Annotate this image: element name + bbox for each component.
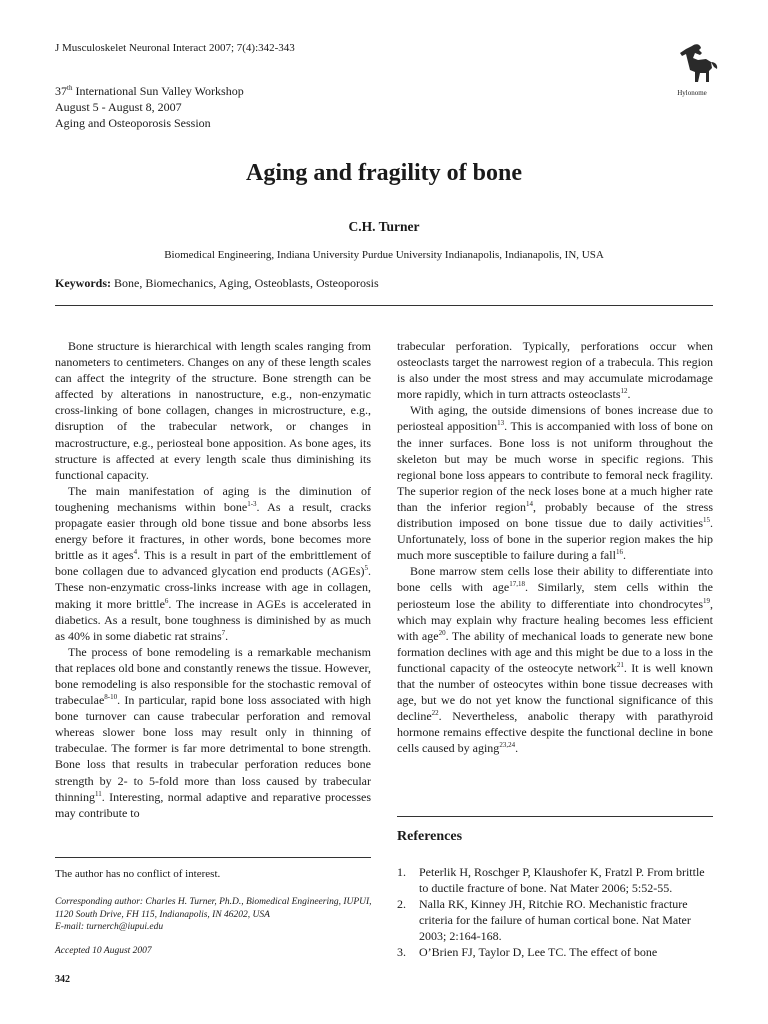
journal-citation: J Musculoskelet Neuronal Interact 2007; 7(4):342-343 — [55, 42, 295, 54]
references-heading: References — [397, 829, 463, 844]
paragraph: trabecular perforation. Typically, perforations occur when osteoclasts target the narrowest region of a trabecula. This region is also under the most stress and may accumulate microdamage more rapidly, which in turn attracts osteoclasts$^{12}$. — [397, 339, 713, 402]
citation-superscript: 17,18 — [509, 580, 525, 589]
logo-label: Hylonome — [677, 89, 707, 97]
paragraph: The process of bone remodeling is a remarkable mechanism that replaces old bone and constantly renews the tissue. However, bone remodeling is also responsible for the stochastic removal of trabeculae$^{8-10}$. In particular, rapid bone loss associated with high bone turnover can cause trabecular perforation and removal whereas slower bone loss may result only in thinning of trabeculae. The former is far more detrimental to bone strength. Bone loss that results in trabecular perforation reduces bone strength by 2- to 5-fold more than loss caused by trabecular thinning$^{11}$. Interesting, normal adaptive and reparative processes may contribute to — [55, 644, 371, 820]
citation-superscript: 22 — [431, 709, 439, 718]
citation-superscript: 4 — [133, 548, 138, 557]
citation-superscript: 14 — [526, 499, 533, 508]
workshop-dates: August 5 - August 8, 2007 — [55, 100, 182, 114]
citation-superscript: 11 — [95, 789, 102, 798]
paragraph: With aging, the outside dimensions of bones increase due to periosteal apposition$^{13}$. This is accompanied with loss of bone on the inner surfaces. Bone loss is not uniform throughout the skeleton but may be much worse in specific regions. This regional bone loss appears to contribute to femoral neck fragility. The superior region of the neck loses bone at a much higher rate than the inferior region$^{14}$, probably because of the stress distribution imposed on bone tissue due to daily activities$^{15}$. Unfortunately, loss of bone in the superior region makes the hip much more susceptible to failure during a fall$^{16}$. — [397, 403, 714, 563]
citation-superscript: 13 — [497, 419, 505, 428]
body-left-column — [55, 338, 371, 821]
accepted-date: Accepted 10 August 2007 — [55, 946, 152, 956]
citation-superscript: 19 — [703, 596, 710, 605]
citation-superscript: 20 — [438, 628, 446, 637]
reference-item: 3. O’Brien FJ, Taylor D, Lee TC. The effect of bone — [397, 945, 658, 959]
references-divider — [397, 816, 713, 817]
workshop-info — [55, 80, 244, 131]
citation-superscript: 7 — [221, 628, 226, 637]
paragraph: Bone structure is hierarchical with length scales ranging from nanometers to centimeters. Changes on any of these length scales can affect the integrity of the structure. Bone strength can be affected by alterations in nanostructure, e.g., non-enzymatic cross-linking of bone collagen, changes in microstructure, e.g., disruption of the trabecular network, or changes in macrostructure, e.g., periosteal bone apposition. As bone ages, its structure is affected at every length scale thus diminishing its functional capacity. — [55, 339, 371, 482]
citation-superscript: 8-10 — [104, 693, 118, 702]
keywords — [55, 276, 379, 291]
citation-superscript: 16 — [615, 548, 623, 557]
body-right-column — [397, 338, 713, 756]
paragraph: The main manifestation of aging is the diminution of toughening mechanisms within bone$^{1-3}$. As a result, cracks propagate easier through old bone tissue and bone absorbs less energy before it fractures, in other words, bone becomes more brittle as it ages$^4$. This is a result in part of the embrittlement of bone collagen due to advanced glycation end products (AGEs)$^5$. These non-enzymatic cross-links increase with age in collagen, making it more brittle$^6$. The increase in AGEs is accelerated in diabetics. As a result, bone toughness is diminished by as much as 40% in some diabetic rat strains$^7$. — [55, 483, 372, 643]
citation-superscript: 23,24 — [499, 741, 516, 750]
citation-superscript: 6 — [164, 596, 169, 605]
article-title: Aging and fragility of bone — [245, 160, 523, 186]
author-name: C.H. Turner — [348, 219, 420, 234]
reference-item: 2. Nalla RK, Kinney JH, Ritchie RO. Mechanistic fracture criteria for the failure of human cortical bone. Nat Mater 2003; 2:164-168. — [397, 897, 691, 943]
citation-superscript: 21 — [616, 660, 624, 669]
header-divider — [55, 305, 713, 306]
reference-item: 1. Peterlik H, Roschger P, Klaushofer K, Fratzl P. From brittle to ductile fracture of bone. Nat Mater 2006; 5:52-55. — [397, 865, 705, 895]
paragraph: Bone marrow stem cells lose their ability to differentiate into bone cells with age$^{17,18}$. Similarly, stem cells within the periosteum lose the ability to differentiate into chondrocytes$^{19}$, which may explain why fracture healing becomes less efficient with age$^{20}$. The ability of mechanical loads to generate new bone formation declines with age and this might be due to a loss in the functional capacity of the osteocyte network$^{21}$. It is well known that the number of osteocytes within bone tissue decreases with age, but we do not yet know the functional significance of this decline$^{22}$. Nevertheless, anabolic therapy with parathyroid hormone remains effective despite the functional decline in bone cells caused by aging$^{23,24}$. — [397, 564, 713, 756]
citation-superscript: 1-3 — [247, 499, 257, 508]
corresponding-author: Corresponding author: Charles H. Turner, Ph.D., Biomedical Engineering, IUPUI, 1120 South Drive, FH 115, Indianapolis, IN 46202, USA E-mail: turnerch@iupui.edu — [55, 897, 372, 932]
citation-superscript: 15 — [703, 516, 710, 525]
workshop-session: Aging and Osteoporosis Session — [55, 116, 211, 130]
conflict-statement: The author has no conflict of interest. — [55, 868, 221, 880]
author-affiliation: Biomedical Engineering, Indiana University Purdue University Indianapolis, Indianapolis, IN, USA — [164, 249, 604, 261]
references-list — [397, 864, 713, 960]
footnote-divider — [55, 857, 371, 858]
workshop-name: 37th International Sun Valley Workshop — [55, 84, 244, 98]
keywords-label: Keywords: — [55, 276, 111, 290]
page-number: 342 — [55, 974, 70, 985]
citation-superscript: 5 — [364, 564, 368, 573]
keywords-list: Bone, Biomechanics, Aging, Osteoblasts, Osteoporosis — [111, 276, 379, 290]
citation-superscript: 12 — [620, 387, 628, 396]
